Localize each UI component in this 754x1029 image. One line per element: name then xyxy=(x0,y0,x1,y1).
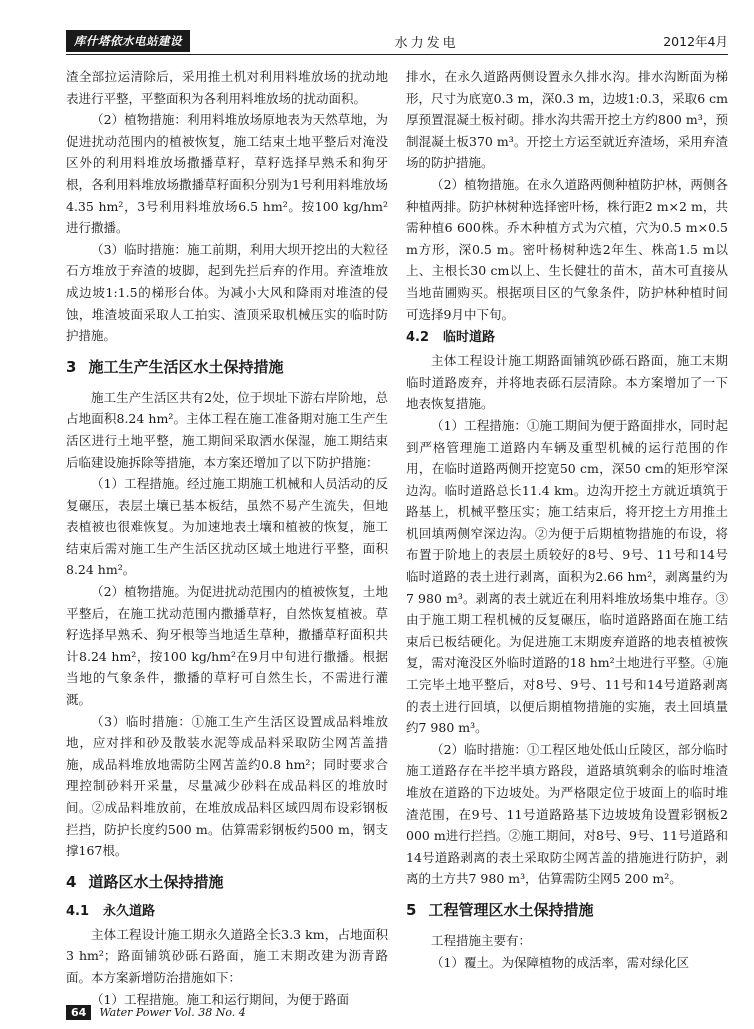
running-footer xyxy=(66,1004,246,1020)
paragraph: （2）临时措施：①工程区地处低山丘陵区，部分临时施工道路存在半挖半填方路段，道路填筑剩余的临时堆渣堆放在道路的下边坡处。为严格限定位于坡面上的临时堆渣范围，在9号、11号道路路基下边坡坡角设置彩钢板2 000 m进行拦挡。②施工期间，对8号、9号、11号道路和14号道路剥离的表土采取防尘网苫盖的措施进行防护，剥离的土方共7 980 m³，估算需防尘网5 200 m²。 xyxy=(406,741,728,887)
paragraph: （1）工程措施。施工和运行期间，为便于路面 xyxy=(91,991,349,1007)
section-heading-5 xyxy=(406,898,728,922)
right-column xyxy=(406,66,728,986)
issue-date: 2012年4月 xyxy=(663,34,728,49)
subsection-heading-4-2 xyxy=(406,328,728,348)
subsection-number: 4.2 xyxy=(406,330,430,346)
paragraph: （3）临时措施：施工前期，利用大坝开挖出的大粒径石方堆放于弃渣的坡脚，起到先拦后弃的作用。弃渣堆放成边坡1:1.5的梯形台体。为减小大风和降雨对堆渣的侵蚀，堆渣坡面采取人工拍实、渣顶采取机械压实的临时防护措施。 xyxy=(66,241,388,344)
article-body xyxy=(66,66,728,1007)
section-number: 4 xyxy=(66,872,77,891)
section-title: 工程管理区水土保持措施 xyxy=(428,900,594,919)
left-column xyxy=(66,66,388,1007)
section-number: 3 xyxy=(66,357,77,376)
subsection-heading-4-1 xyxy=(66,902,388,922)
paragraph: （2）植物措施。为促进扰动范围内的植被恢复，土地平整后，在施工扰动范围内撒播草籽，自然恢复植被。草籽选择早熟禾、狗牙根等当地适生草种，撒播草籽面积共计8.24 hm²，按100 kg/hm²在9月中旬进行撒播。根据当地的气象条件，撒播的草籽可自然生长，不需进行灌溉。 xyxy=(66,584,388,708)
page-number: 64 xyxy=(66,1005,91,1020)
section-title: 道路区水土保持措施 xyxy=(88,872,224,891)
paragraph: 排水，在永久道路两侧设置永久排水沟。排水沟断面为梯形，尺寸为底宽0.3 m，深0.3 m，边坡1:0.3，采取6 cm厚预置混凝土板衬砌。排水沟共需开挖土方约800 m³，预制混凝土板370 m³。开挖土方运至就近弃渣场，采用弃渣场的防护措施。 xyxy=(406,69,728,171)
paragraph: （2）植物措施。在永久道路两侧种植防护林，两侧各种植两排。防护林树种选择密叶杨，株行距2 m×2 m，共需种植6 600株。乔木种植方式为穴植，穴为0.5 m×0.5 m方形，深0.5 m。密叶杨树种选2年生、株高1.5 m以上、主根长30 cm以上、生长健壮的苗木，苗木可直接从当地苗圃购买。根据项目区的气象条件，防护林种植时间可选择9月中下旬。 xyxy=(406,176,728,322)
paragraph: 施工生产生活区共有2处，位于坝址下游右岸阶地，总占地面积8.24 hm²。主体工程在施工准备期对施工生产生活区进行土地平整，施工期间采取洒水保湿，施工期结束后临建设施拆除等措施，本方案还增加了以下防护措施： xyxy=(66,389,388,470)
paragraph: 主体工程设计施工期路面铺筑砂砾石路面，施工末期临时道路废弃，并将地表砾石层清除。本方案增加了一下地表恢复措施。 xyxy=(406,353,728,412)
subsection-number: 4.1 xyxy=(66,903,90,919)
paragraph: （2）植物措施：利用料堆放场原地表为天然草地，为促进扰动范围内的植被恢复，施工结束土地平整后对淹没区外的利用料堆放场撒播草籽，草籽选择早熟禾和狗牙根，各利用料堆放场撒播草籽面积分别为1号利用料堆放场4.35 hm²，3号利用料堆放场6.5 hm²。按100 kg/hm²进行撒播。 xyxy=(66,112,388,236)
section-title: 施工生产生活区水土保持措施 xyxy=(88,357,284,376)
paragraph: （1）工程措施。经过施工期施工机械和人员活动的反复碾压，表层土壤已基本板结，虽然不易产生流失，但地表植被也很难恢复。为加速地表土壤和植被的恢复，施工结束后需对施工生产生活区扰动区域土地进行平整，面积8.24 hm²。 xyxy=(66,476,388,578)
journal-citation: Water Power Vol. 38 No. 4 xyxy=(99,1005,246,1019)
subsection-title: 临时道路 xyxy=(443,330,496,346)
journal-title: 水力发电 xyxy=(394,35,459,51)
paragraph: 主体工程设计施工期永久道路全长3.3 km，占地面积3 hm²；路面铺筑砂砾石路面，施工末期改建为沥青路面。本方案新增防治措施如下： xyxy=(66,926,388,985)
paragraph: （3）临时措施：①施工生产生活区设置成品料堆放地，应对拌和砂及散装水泥等成品料采取防尘网苫盖措施，成品料堆放地需防尘网苫盖约0.8 hm²；同时要求合理控制砂料开采量，尽量减少砂料在成品料区的堆放时间。②成品料堆放前，在堆放成品料区域四周布设彩钢板拦挡，防护长度约500 m。估算需彩钢板约500 m，钢支撑167根。 xyxy=(66,713,388,859)
paragraph: （1）工程措施：①施工期间为便于路面排水，同时起到严格管理施工道路内车辆及重型机械的运行范围的作用，在临时道路两侧开挖宽50 cm，深50 cm的矩形窄深边沟。临时道路总长11.4 km。边沟开挖土方就近填筑于路基上，机械平整压实；施工结束后，将开挖土方用推土机回填两侧窄深边沟。②为便于后期植物措施的布设，将布置于阶地上的表层土质较好的8号、9号、11号和14号临时道路的表土进行剥离，面积为2.66 hm²，剥离量约为7 980 m³。剥离的表土就近在利用料堆放场集中堆存。③由于施工期工程机械的反复碾压，临时道路路面在施工结束后已板结硬化。为促进施工末期废弃道路的地表植被恢复，需对淹没区外临时道路的18 hm²土地进行平整。④施工完毕土地平整后，对8号、9号、11号和14号道路剥离的表土进行回填，以便后期植物措施的实施，表土回填量约7 980 m³。 xyxy=(406,417,728,736)
section-badge: 库什塔依水电站建设 xyxy=(66,30,190,52)
running-header xyxy=(66,28,728,55)
section-heading-4 xyxy=(66,870,388,894)
paragraph: 渣全部拉运清除后，采用推土机对利用料堆放场的扰动地表进行平整，平整面积为各利用料堆放场的扰动面积。 xyxy=(66,69,388,106)
paragraph: 工程措施主要有： xyxy=(431,932,532,948)
section-number: 5 xyxy=(406,900,417,919)
section-heading-3 xyxy=(66,355,388,379)
subsection-title: 永久道路 xyxy=(103,903,156,919)
paragraph: （1）覆土。为保障植物的成活率，需对绿化区 xyxy=(431,954,689,970)
